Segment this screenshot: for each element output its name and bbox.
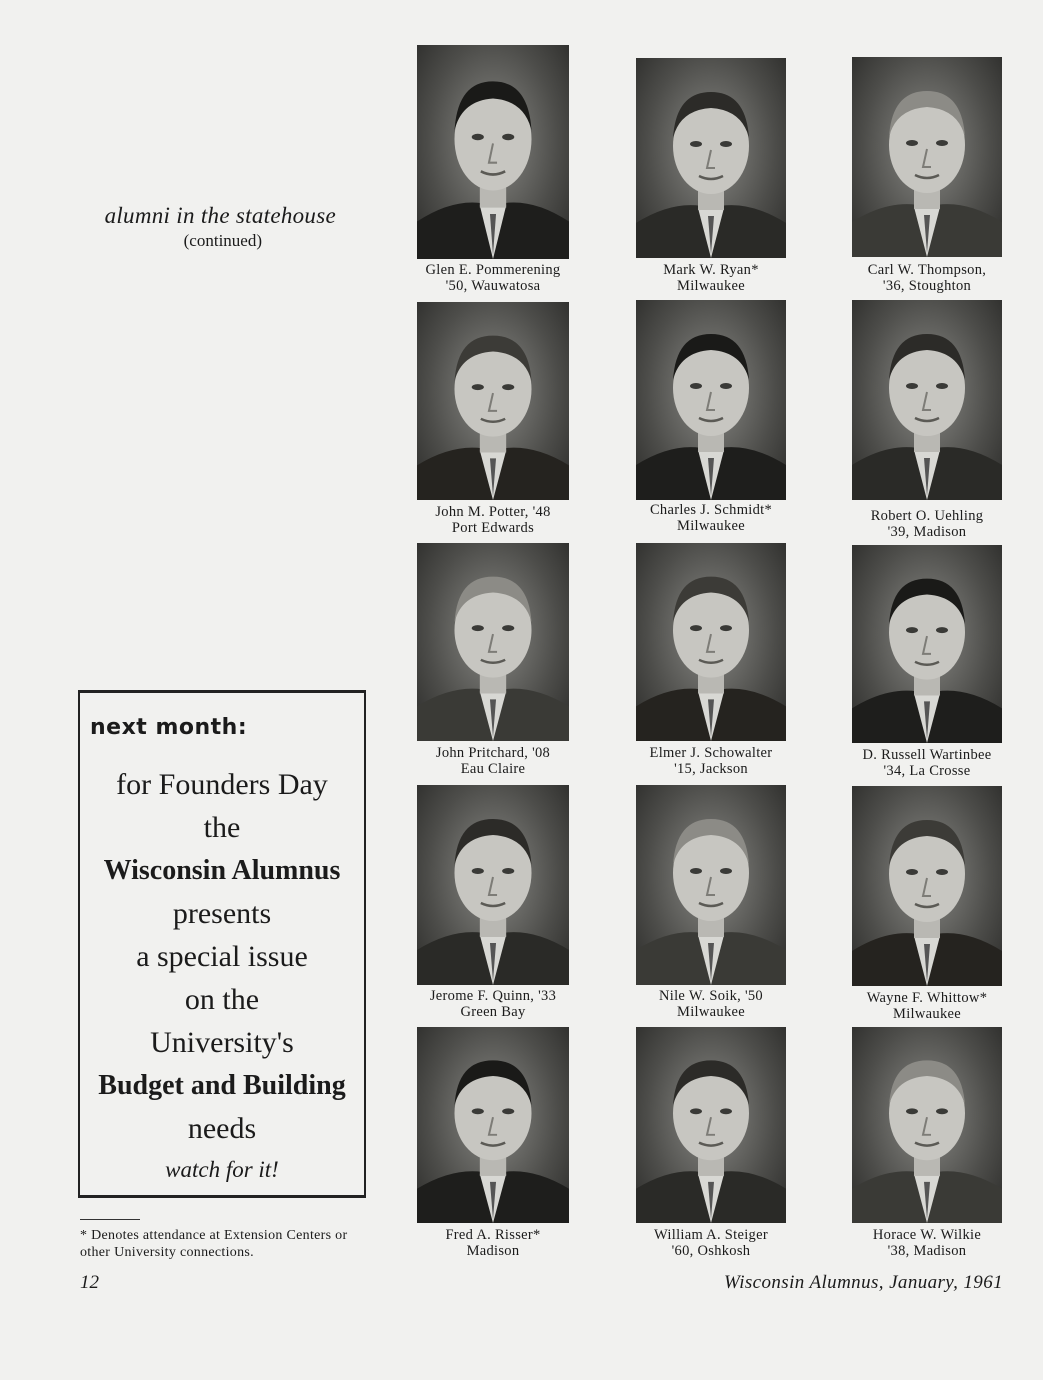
promo-line: on the: [184, 983, 260, 1016]
promo-line: for Founders Day: [116, 768, 328, 801]
portrait-name: John Pritchard, '08: [435, 745, 551, 761]
promo-topic: Budget and Building: [98, 1070, 346, 1101]
portrait-name: Robert O. Uehling: [870, 508, 984, 524]
portrait-photo: [417, 302, 569, 500]
portrait-name: Mark W. Ryan*: [663, 262, 759, 278]
portrait-detail: '39, Madison: [887, 524, 967, 540]
portrait-name: Glen E. Pommerening: [425, 262, 561, 278]
portrait-caption: [837, 1227, 1017, 1259]
portrait-photo: [636, 543, 786, 741]
portrait-detail: Green Bay: [460, 1004, 526, 1020]
section-title: alumni in the statehouse: [104, 203, 336, 228]
portrait-photo: [852, 300, 1002, 500]
portrait-detail: Milwaukee: [677, 518, 745, 534]
portrait-name: Nile W. Soik, '50: [659, 988, 763, 1004]
portrait-caption: [621, 1227, 801, 1259]
portrait-caption: [621, 745, 801, 777]
promo-line: University's: [150, 1026, 294, 1059]
page-number: 12: [80, 1272, 99, 1293]
portrait-detail: '34, La Crosse: [883, 763, 971, 779]
portrait-detail: '50, Wauwatosa: [445, 278, 541, 294]
promo-line: needs: [187, 1112, 257, 1145]
portrait-name: Elmer J. Schowalter: [649, 745, 773, 761]
portrait-detail: Madison: [466, 1243, 520, 1259]
section-subtitle: (continued): [183, 231, 262, 250]
portrait-detail: Port Edwards: [451, 520, 535, 536]
portrait-photo: [636, 1027, 786, 1223]
portrait-caption: [402, 262, 584, 294]
promo-line: presents: [172, 897, 272, 930]
portrait-caption: [837, 508, 1017, 540]
portrait-caption: [402, 745, 584, 777]
portrait-name: Wayne F. Whittow*: [866, 990, 988, 1006]
portrait-name: Carl W. Thompson,: [867, 262, 987, 278]
portrait-caption: [837, 990, 1017, 1022]
next-month-promo-box: [78, 690, 366, 1198]
portrait-detail: '60, Oshkosh: [671, 1243, 751, 1259]
portrait-name: Fred A. Risser*: [445, 1227, 541, 1243]
promo-kicker: next month:: [90, 715, 248, 740]
portrait-name: William A. Steiger: [654, 1227, 768, 1243]
portrait-name: Charles J. Schmidt*: [649, 502, 773, 518]
portrait-photo: [636, 58, 786, 258]
section-heading: [60, 203, 380, 251]
portrait-detail: Eau Claire: [460, 761, 526, 777]
running-footer: Wisconsin Alumnus, January, 1961: [724, 1272, 1003, 1293]
portrait-name: D. Russell Wartinbee: [862, 747, 992, 763]
portrait-photo: [417, 1027, 569, 1223]
portrait-detail: '15, Jackson: [674, 761, 748, 777]
portrait-detail: Milwaukee: [677, 1004, 745, 1020]
portrait-photo: [417, 543, 569, 741]
portrait-photo: [852, 57, 1002, 257]
portrait-caption: [402, 1227, 584, 1259]
promo-call-to-action: watch for it!: [165, 1157, 279, 1182]
portrait-detail: '36, Stoughton: [882, 278, 972, 294]
portrait-photo: [417, 45, 569, 259]
portrait-name: Horace W. Wilkie: [872, 1227, 982, 1243]
portrait-caption: [621, 502, 801, 534]
portrait-detail: Milwaukee: [893, 1006, 961, 1022]
portrait-caption: [402, 988, 584, 1020]
portrait-detail: '38, Madison: [887, 1243, 967, 1259]
portrait-caption: [837, 262, 1017, 294]
promo-line: the: [203, 811, 241, 844]
portrait-photo: [852, 545, 1002, 743]
portrait-caption: [837, 747, 1017, 779]
portrait-caption: [621, 988, 801, 1020]
portrait-photo: [636, 785, 786, 985]
portrait-photo: [852, 786, 1002, 986]
portrait-photo: [636, 300, 786, 500]
portrait-name: Jerome F. Quinn, '33: [429, 988, 557, 1004]
portrait-photo: [852, 1027, 1002, 1223]
promo-line: a special issue: [136, 940, 308, 973]
portrait-photo: [417, 785, 569, 985]
promo-magazine-name: Wisconsin Alumnus: [103, 855, 341, 886]
footnote-rule: [80, 1219, 140, 1220]
portrait-caption: [621, 262, 801, 294]
promo-text: [80, 763, 364, 1190]
footnote: * Denotes attendance at Extension Centers or other University connections.: [80, 1228, 348, 1260]
portrait-caption: [402, 504, 584, 536]
portrait-detail: Milwaukee: [677, 278, 745, 294]
portrait-name: John M. Potter, '48: [435, 504, 551, 520]
